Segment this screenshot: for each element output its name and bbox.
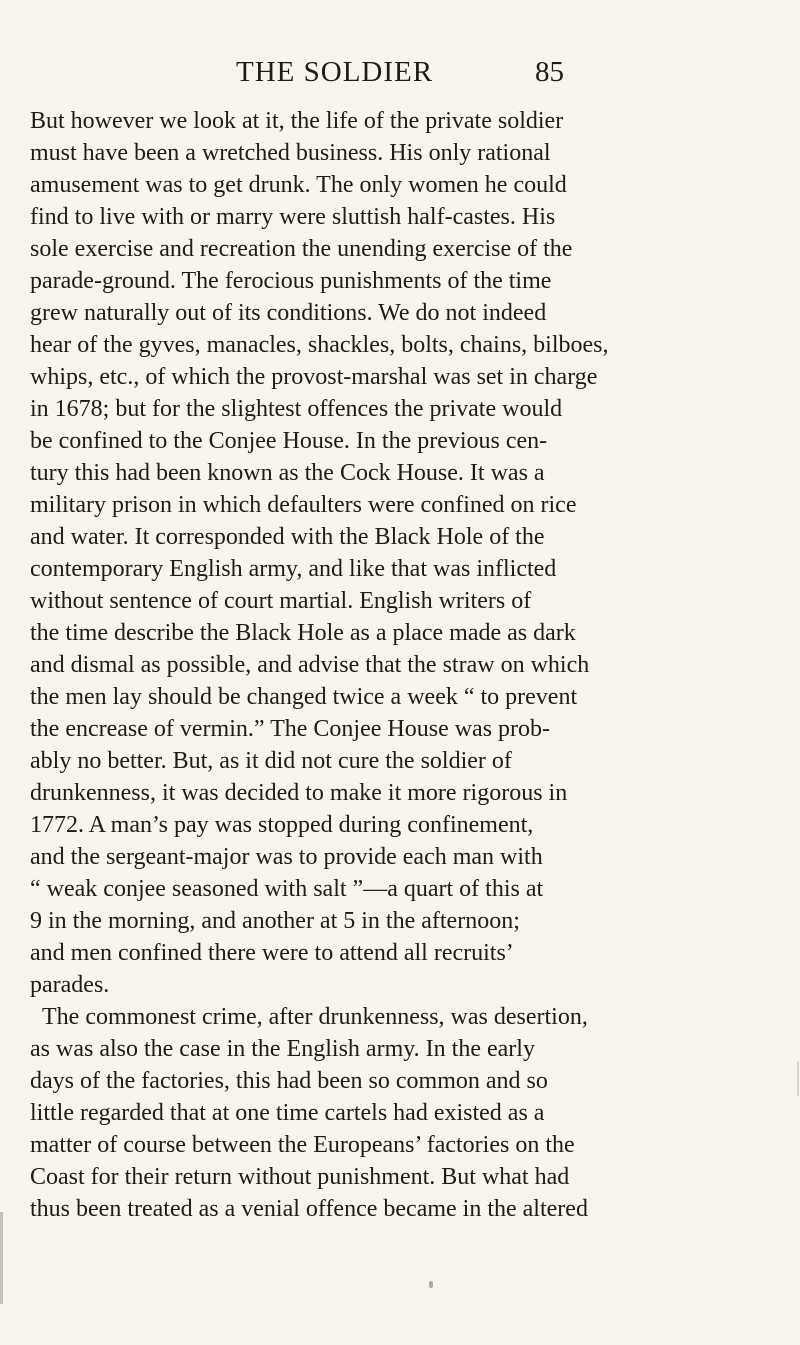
text-line-16: without sentence of court martial. English writers of [30,588,532,614]
text-line-32: little regarded that at one time cartels had existed as a [30,1100,545,1126]
text-line-19: the men lay should be changed twice a week “ to prevent [30,684,578,710]
text-line-5: sole exercise and recreation the unending exercise of the [30,236,573,262]
text-line-7: grew naturally out of its conditions. We do not indeed [30,300,547,326]
running-title: THE SOLDIER [236,56,434,88]
paper-edge-mark [797,1062,799,1096]
text-line-34: Coast for their return without punishment. But what had [30,1164,570,1190]
text-line-35: thus been treated as a venial offence became in the altered [30,1196,588,1222]
paper-edge-shadow [0,1212,3,1304]
text-line-25: “ weak conjee seasoned with salt ”—a quart of this at [30,876,544,902]
text-line-10: in 1678; but for the slightest offences the private would [30,396,563,422]
text-line-29: The commonest crime, after drunkenness, was desertion, [42,1004,588,1030]
text-line-15: contemporary English army, and like that was inflicted [30,556,557,582]
text-line-26: 9 in the morning, and another at 5 in the afternoon; [30,908,520,934]
text-line-1: But however we look at it, the life of the private soldier [30,108,564,134]
text-line-24: and the sergeant-major was to provide each man with [30,844,543,870]
text-line-31: days of the factories, this had been so common and so [30,1068,548,1094]
text-line-17: the time describe the Black Hole as a place made as dark [30,620,576,646]
text-line-22: drunkenness, it was decided to make it more rigorous in [30,780,568,806]
text-line-8: hear of the gyves, manacles, shackles, bolts, chains, bilboes, [30,332,609,358]
text-line-21: ably no better. But, as it did not cure the soldier of [30,748,512,774]
text-line-2: must have been a wretched business. His only rational [30,140,551,166]
text-line-3: amusement was to get drunk. The only women he could [30,172,567,198]
text-line-4: find to live with or marry were sluttish half-castes. His [30,204,556,230]
text-line-14: and water. It corresponded with the Black Hole of the [30,524,545,550]
text-line-27: and men confined there were to attend all recruits’ [30,940,514,966]
paper-speck [429,1281,433,1288]
text-line-33: matter of course between the Europeans’ factories on the [30,1132,575,1158]
text-line-30: as was also the case in the English army. In the early [30,1036,535,1062]
text-line-12: tury this had been known as the Cock House. It was a [30,460,545,486]
text-line-23: 1772. A man’s pay was stopped during confinement, [30,812,534,838]
text-line-9: whips, etc., of which the provost-marshal was set in charge [30,364,598,390]
text-line-20: the encrease of vermin.” The Conjee House was prob- [30,716,551,742]
text-line-18: and dismal as possible, and advise that the straw on which [30,652,590,678]
running-head [0,56,800,92]
text-line-28: parades. [30,972,110,998]
text-line-6: parade-ground. The ferocious punishments of the time [30,268,552,294]
page-number: 85 [535,56,564,88]
text-line-13: military prison in which defaulters were confined on rice [30,492,577,518]
text-line-11: be confined to the Conjee House. In the previous cen- [30,428,548,454]
